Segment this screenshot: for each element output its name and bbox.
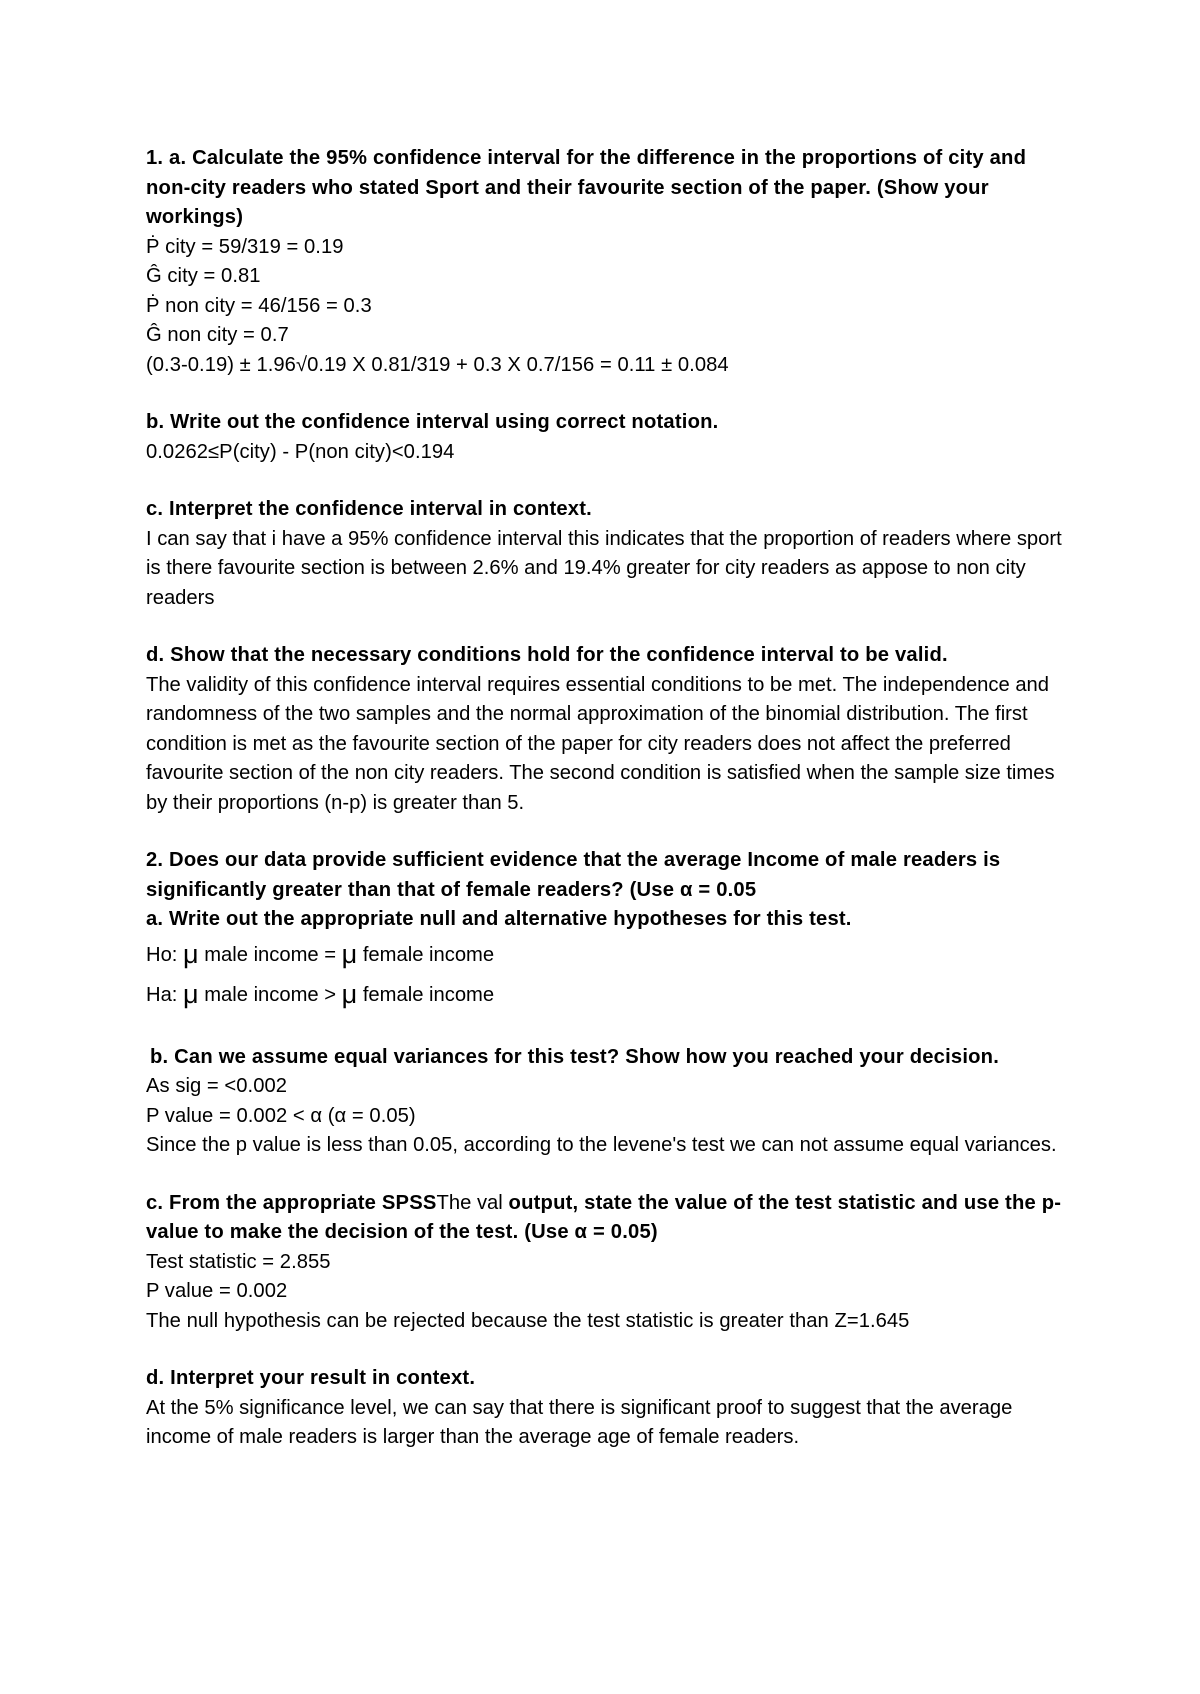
question-2d <box>146 1364 1066 1453</box>
question-2c-heading-part2: output, state the value of the test statistic and use the p-value to make the decision of the test. (Use α = 0.05) <box>146 1191 1062 1243</box>
mu-symbol: μ <box>183 978 199 1009</box>
alternative-hypothesis <box>146 975 1066 1015</box>
null-hypothesis-prefix: Ho: <box>146 943 184 966</box>
question-2c <box>146 1189 1066 1337</box>
test-statistic-line: Test statistic = 2.855 <box>146 1250 331 1273</box>
p-noncity-line: Ṗ non city = 46/156 = 0.3 <box>146 294 372 317</box>
question-2c-heading <box>146 1189 1066 1248</box>
question-2d-heading: d. Interpret your result in context. <box>146 1367 476 1389</box>
question-2d-answer: At the 5% significance level, we can say that there is significant proof to suggest that the average income of male readers is larger than the average age of female readers. <box>146 1396 1013 1448</box>
question-1a <box>146 144 1066 380</box>
null-hypothesis <box>146 935 1066 975</box>
p-city-line: Ṗ city = 59/319 = 0.19 <box>146 235 344 258</box>
question-2b-heading: b. Can we assume equal variances for this test? Show how you reached your decision. <box>150 1045 999 1068</box>
question-1b <box>146 408 1066 467</box>
question-1b-answer: 0.0262≤P(city) - P(non city)<0.194 <box>146 440 455 463</box>
p-value-line: P value = 0.002 < α (α = 0.05) <box>146 1104 416 1127</box>
question-2b <box>146 1043 1066 1161</box>
p-value-line: P value = 0.002 <box>146 1280 288 1302</box>
sig-line: As sig = <0.002 <box>146 1075 288 1097</box>
question-2c-heading-part1: c. From the appropriate SPSS <box>146 1191 437 1214</box>
question-1c <box>146 495 1066 613</box>
q-noncity-line: Ĝ non city = 0.7 <box>146 324 289 346</box>
question-1d-heading: d. Show that the necessary conditions hold for the confidence interval to be valid. <box>146 644 948 666</box>
question-1d <box>146 641 1066 818</box>
interval-calculation-line: (0.3-0.19) ± 1.96√0.19 X 0.81/319 + 0.3 X 0.7/156 = 0.11 ± 0.084 <box>146 353 729 376</box>
alternative-hypothesis-mid: male income > <box>198 983 342 1006</box>
alternative-hypothesis-prefix: Ha: <box>146 983 184 1006</box>
alternative-hypothesis-end: female income <box>357 983 495 1006</box>
null-hypothesis-mid: male income = <box>198 943 342 966</box>
question-2-heading: 2. Does our data provide sufficient evidence that the average Income of male readers is significantly greater than that of female readers? (Use α = 0.05 <box>146 849 1001 901</box>
mu-symbol: μ <box>341 938 358 969</box>
levene-conclusion: Since the p value is less than 0.05, according to the levene's test we can not assume equal variances. <box>146 1134 1057 1156</box>
question-2 <box>146 846 1066 1015</box>
decision-line: The null hypothesis can be rejected because the test statistic is greater than Z=1.645 <box>146 1309 910 1332</box>
question-2c-inserted-text: The val <box>436 1191 503 1214</box>
question-2a-heading: a. Write out the appropriate null and alternative hypotheses for this test. <box>146 908 852 930</box>
question-1d-answer: The validity of this confidence interval requires essential conditions to be met. The independence and randomness of the two samples and the normal approximation of the binomial distribution. The first condition is met as the favourite section of the paper for city readers does not affect the preferred favourite section of the non city readers. The second condition is satisfied when the sample size times by their proportions (n-p) is greater than 5. <box>146 673 1055 814</box>
question-1a-heading: 1. a. Calculate the 95% confidence interval for the difference in the proportions of city and non-city readers who stated Sport and their favourite section of the paper. (Show your workings) <box>146 147 1027 228</box>
mu-symbol: μ <box>341 978 358 1009</box>
null-hypothesis-end: female income <box>357 943 495 966</box>
question-1c-heading: c. Interpret the confidence interval in context. <box>146 498 592 520</box>
question-1b-heading: b. Write out the confidence interval using correct notation. <box>146 411 719 433</box>
mu-symbol: μ <box>183 938 199 969</box>
q-city-line: Ĝ city = 0.81 <box>146 265 261 287</box>
question-1c-answer: I can say that i have a 95% confidence interval this indicates that the proportion of readers where sport is there favourite section is between 2.6% and 19.4% greater for city readers as appose to non city readers <box>146 527 1062 609</box>
document-content <box>146 144 1066 1453</box>
